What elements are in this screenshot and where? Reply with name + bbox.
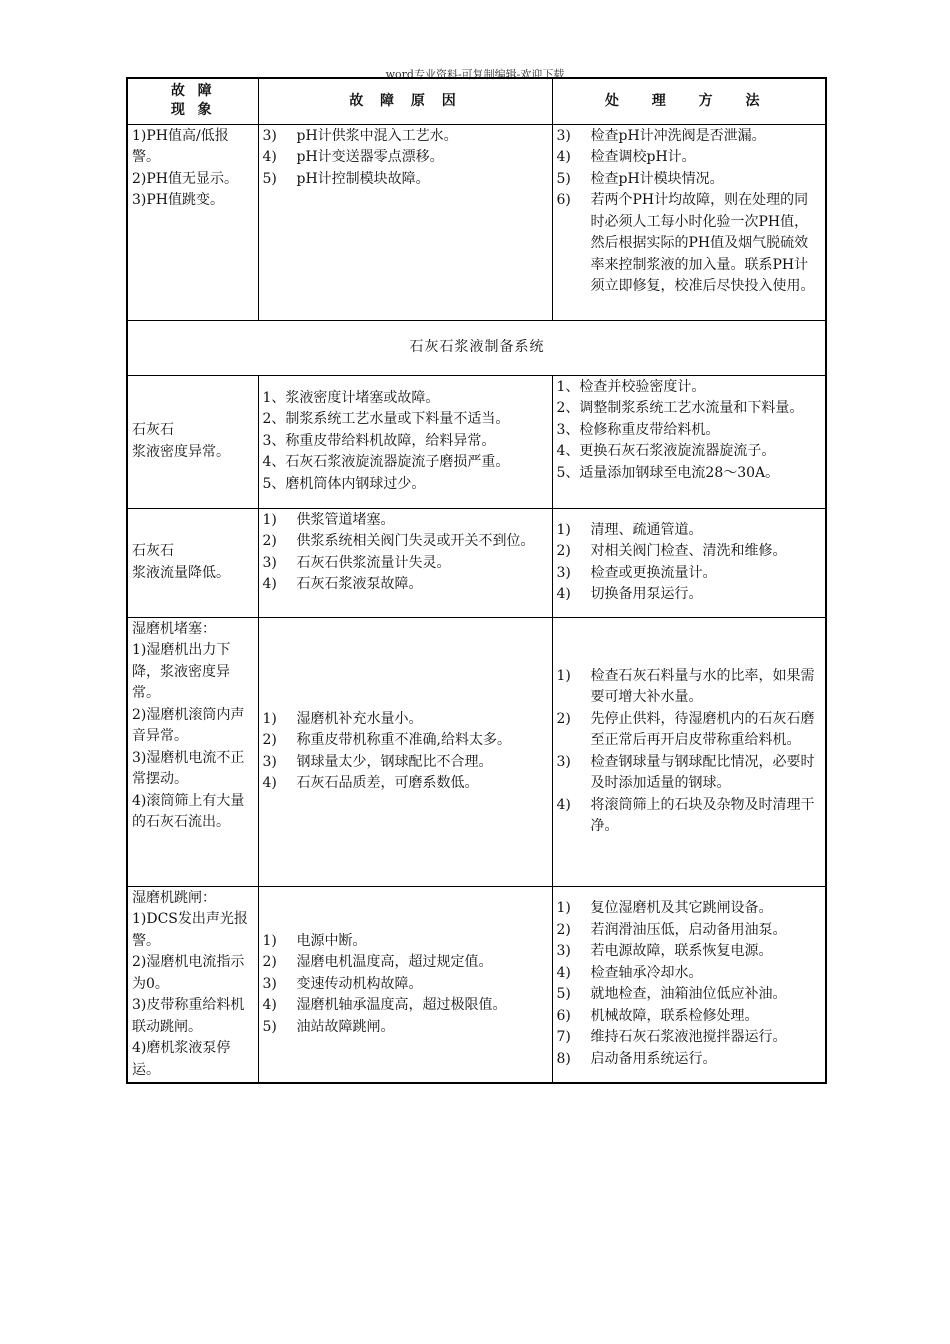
cause-item (263, 431, 549, 453)
method-item-number: 1) (556, 900, 571, 917)
method-item-number: 1) (556, 667, 571, 684)
phenomenon-cell (127, 508, 258, 617)
method-item-number: 8) (556, 1050, 571, 1067)
method-item-number: 6) (556, 192, 571, 208)
cause-item (263, 995, 549, 1017)
method-item (557, 541, 823, 563)
cause-item-number: 2) (262, 732, 277, 748)
method-item-number: 4) (556, 149, 571, 165)
cause-item (263, 553, 549, 575)
table-row (127, 886, 826, 1083)
phenomenon-line: 石灰石 (132, 543, 174, 559)
cause-item-text: 石灰石品质差，可磨系数低。 (296, 775, 479, 791)
cause-item (263, 409, 549, 431)
method-item (557, 169, 823, 191)
phenomenon-line: 3)皮带称重给料机联动跳闸。 (132, 997, 245, 1035)
phenomenon-line: 3)PH值跳变。 (132, 192, 224, 208)
cause-item (263, 931, 549, 953)
method-cell (552, 508, 826, 617)
method-item (557, 963, 823, 985)
table-row (127, 375, 826, 508)
col-header-cause: 故 障 原 因 (258, 78, 552, 124)
phenomenon-line: 4)磨机浆液泵停运。 (132, 1040, 231, 1078)
method-item-text: 复位湿磨机及其它跳闸设备。 (590, 900, 773, 917)
cause-item (263, 452, 549, 474)
phenomenon-line: 1)DCS发出声光报警。 (132, 911, 248, 949)
method-cell (552, 617, 826, 886)
method-item-number: 2) (556, 921, 571, 938)
phenomenon-cell (127, 886, 258, 1083)
method-item (557, 520, 823, 542)
phenomenon-line: 1)湿磨机出力下降，浆液密度异常。 (132, 642, 231, 701)
phenomenon-line: 石灰石 (132, 422, 174, 438)
cause-item-text: 湿磨机补充水量小。 (296, 710, 423, 727)
cause-item (263, 709, 549, 731)
method-item (557, 463, 823, 485)
method-item-text: 若两个PH计均故障，则在处理的同时必须人工每小时化验一次PH值，然后根据实际的PH值及烟气脱硫效率来控制浆液的加入量。联系PH计须立即修复，校准后尽快投入使用。 (590, 192, 815, 294)
method-item-text: 5、适量添加钢球至电流28～30A。 (556, 464, 780, 481)
section-title: 石灰石浆液制备系统 (127, 320, 826, 375)
cause-item-number: 4) (262, 576, 277, 592)
cause-item-text: 称重皮带机称重不准确,给料太多。 (296, 732, 511, 748)
method-item-number: 5) (556, 986, 571, 1003)
method-item-text: 将滚筒筛上的石块及杂物及时清理干净。 (590, 796, 815, 834)
method-item-text: 启动备用系统运行。 (590, 1050, 717, 1067)
cause-item-text: 湿磨电机温度高，超过规定值。 (296, 954, 493, 970)
phenomenon-line: 湿磨机跳闸： (132, 889, 216, 906)
cause-item-number: 1) (262, 932, 277, 949)
cause-item-number: 2) (262, 533, 277, 549)
phenomenon-cell (127, 124, 258, 320)
method-item-number: 3) (556, 564, 571, 581)
cause-cell (258, 375, 552, 508)
phenomenon-line: 1)PH值高/低报警。 (132, 127, 229, 165)
method-item-number: 5) (556, 170, 571, 187)
phenomenon-line: 浆液密度异常。 (132, 443, 230, 460)
cause-item (263, 752, 549, 774)
phenomenon-cell (127, 375, 258, 508)
cause-cell (258, 124, 552, 320)
cause-cell (258, 617, 552, 886)
cause-item-text: 钢球量太少，钢球配比不合理。 (296, 753, 493, 770)
cause-item (263, 773, 549, 795)
table-row (127, 617, 826, 886)
phenomenon-cell (127, 617, 258, 886)
phenomenon-line: 2)湿磨机滚筒内声音异常。 (132, 706, 245, 744)
cause-item-text: 变速传动机构故障。 (296, 975, 423, 992)
cause-item-text: 5、磨机筒体内钢球过少。 (262, 475, 426, 492)
method-item-text: 维持石灰石浆液池搅拌器运行。 (590, 1029, 787, 1046)
cause-item-number: 4) (262, 997, 277, 1013)
cause-item (263, 574, 549, 596)
table-row (127, 508, 826, 617)
cause-item (263, 169, 549, 191)
col-header-method: 处 理 方 法 (552, 78, 826, 124)
phenomenon-line: 浆液流量降低。 (132, 564, 230, 581)
method-item-text: 机械故障，联系检修处理。 (590, 1007, 759, 1024)
section-row (127, 320, 826, 375)
phenomenon-line: 湿磨机堵塞： (132, 620, 216, 637)
method-item-number: 6) (556, 1007, 571, 1024)
method-item (557, 1027, 823, 1049)
method-item-text: 就地检查，油箱油位低应补油。 (590, 986, 787, 1003)
cause-item-number: 3) (262, 975, 277, 992)
cause-item-text: 石灰石浆液泵故障。 (296, 576, 423, 592)
method-item-number: 2) (556, 543, 571, 559)
cause-item-number: 3) (262, 753, 277, 770)
cause-item-number: 2) (262, 954, 277, 970)
method-item-number: 4) (556, 964, 571, 981)
method-item (557, 795, 823, 838)
method-item (557, 709, 823, 752)
method-item-number: 3) (556, 127, 571, 144)
method-item-text: 检查轴承冷却水。 (590, 964, 703, 981)
cause-item (263, 974, 549, 996)
method-item (557, 147, 823, 169)
method-cell (552, 886, 826, 1083)
method-item (557, 190, 823, 298)
method-item-text: 检查pH计模块情况。 (590, 170, 724, 187)
cause-cell (258, 508, 552, 617)
method-item-number: 7) (556, 1029, 571, 1046)
method-item-text: 检查调校pH计。 (590, 149, 696, 165)
method-item (557, 441, 823, 463)
method-item (557, 941, 823, 963)
method-item (557, 126, 823, 148)
method-item (557, 584, 823, 606)
cause-item (263, 388, 549, 410)
method-item-text: 4、更换石灰石浆液旋流器旋流子。 (556, 443, 776, 459)
method-item-text: 清理、疏通管道。 (590, 521, 703, 538)
cause-item (263, 126, 549, 148)
method-item-text: 若润滑油压低，启动备用油泵。 (590, 921, 787, 938)
cause-cell (258, 886, 552, 1083)
cause-item-text: 4、石灰石浆液旋流器旋流子磨损严重。 (262, 454, 510, 471)
method-item (557, 666, 823, 709)
cause-item-text: pH计供浆中混入工艺水。 (296, 127, 458, 144)
cause-item-number: 1) (262, 710, 277, 727)
cause-item-text: 油站故障跳闸。 (296, 1018, 395, 1035)
col-header-phenomenon: 故 障 现 象 (127, 78, 258, 124)
method-item (557, 898, 823, 920)
method-item-number: 3) (556, 753, 571, 770)
cause-item-number: 1) (262, 511, 277, 528)
method-item (557, 377, 823, 399)
cause-item-text: 供浆管道堵塞。 (296, 511, 395, 528)
method-item-text: 切换备用泵运行。 (590, 586, 703, 602)
cause-item (263, 730, 549, 752)
method-item (557, 563, 823, 585)
method-item-text: 对相关阀门检查、清洗和维修。 (590, 543, 787, 559)
cause-item (263, 147, 549, 169)
cause-item-number: 4) (262, 149, 277, 165)
phenomenon-line: 4)滚筒筛上有大量的石灰石流出。 (132, 792, 245, 830)
method-item-number: 3) (556, 943, 571, 960)
method-cell (552, 124, 826, 320)
method-item (557, 1006, 823, 1028)
cause-item-text: 电源中断。 (296, 932, 367, 949)
phenomenon-line: 2)湿磨机电流指示为0。 (132, 954, 245, 992)
method-item (557, 1049, 823, 1071)
cause-item (263, 510, 549, 532)
method-cell (552, 375, 826, 508)
fault-table (126, 77, 827, 1084)
method-item (557, 752, 823, 795)
phenomenon-line: 2)PH值无显示。 (132, 170, 238, 187)
cause-item-number: 3) (262, 127, 277, 144)
method-item (557, 920, 823, 942)
cause-item (263, 531, 549, 553)
method-item-number: 4) (556, 586, 571, 602)
method-item-text: 1、检查并校验密度计。 (556, 378, 706, 395)
phenomenon-line: 3)湿磨机电流不正常摆动。 (132, 749, 245, 787)
cause-item (263, 1017, 549, 1039)
method-item-text: 检查或更换流量计。 (590, 564, 717, 581)
cause-item (263, 952, 549, 974)
table-header-row (127, 78, 826, 124)
method-item-number: 1) (556, 521, 571, 538)
method-item-number: 2) (556, 710, 571, 727)
method-item (557, 420, 823, 442)
page-header: word专业资料-可复制编辑-欢迎下载 (385, 68, 565, 81)
method-item (557, 984, 823, 1006)
cause-item-number: 5) (262, 170, 277, 187)
method-item-text: 检查石灰石料量与水的比率，如果需要可增大补水量。 (590, 667, 815, 705)
method-item-text: 检查pH计冲洗阀是否泄漏。 (590, 127, 766, 144)
method-item-text: 若电源故障，联系恢复电源。 (590, 943, 773, 960)
method-item-number: 4) (556, 796, 571, 813)
cause-item-number: 4) (262, 775, 277, 791)
cause-item-text: 1、浆液密度计堵塞或故障。 (262, 389, 440, 406)
cause-item-text: 湿磨机轴承温度高，超过极限值。 (296, 997, 507, 1013)
cause-item-text: 供浆系统相关阀门失灵或开关不到位。 (296, 533, 535, 549)
cause-item-text: 3、称重皮带给料机故障，给料异常。 (262, 432, 496, 449)
method-item-text: 先停止供料，待湿磨机内的石灰石磨至正常后再开启皮带称重给料机。 (590, 710, 815, 748)
table-row (127, 124, 826, 320)
cause-item (263, 474, 549, 496)
cause-item-text: pH计控制模块故障。 (296, 170, 430, 187)
cause-item-text: 石灰石供浆流量计失灵。 (296, 554, 451, 571)
method-item (557, 398, 823, 420)
method-item-text: 2、调整制浆系统工艺水流量和下料量。 (556, 400, 804, 416)
cause-item-text: 2、制浆系统工艺水量或下料量不适当。 (262, 411, 510, 428)
method-item-text: 3、检修称重皮带给料机。 (556, 421, 720, 438)
method-item-text: 检查钢球量与钢球配比情况，必要时及时添加适量的钢球。 (590, 753, 815, 791)
cause-item-text: pH计变送器零点漂移。 (296, 149, 444, 165)
cause-item-number: 3) (262, 554, 277, 571)
cause-item-number: 5) (262, 1018, 277, 1035)
